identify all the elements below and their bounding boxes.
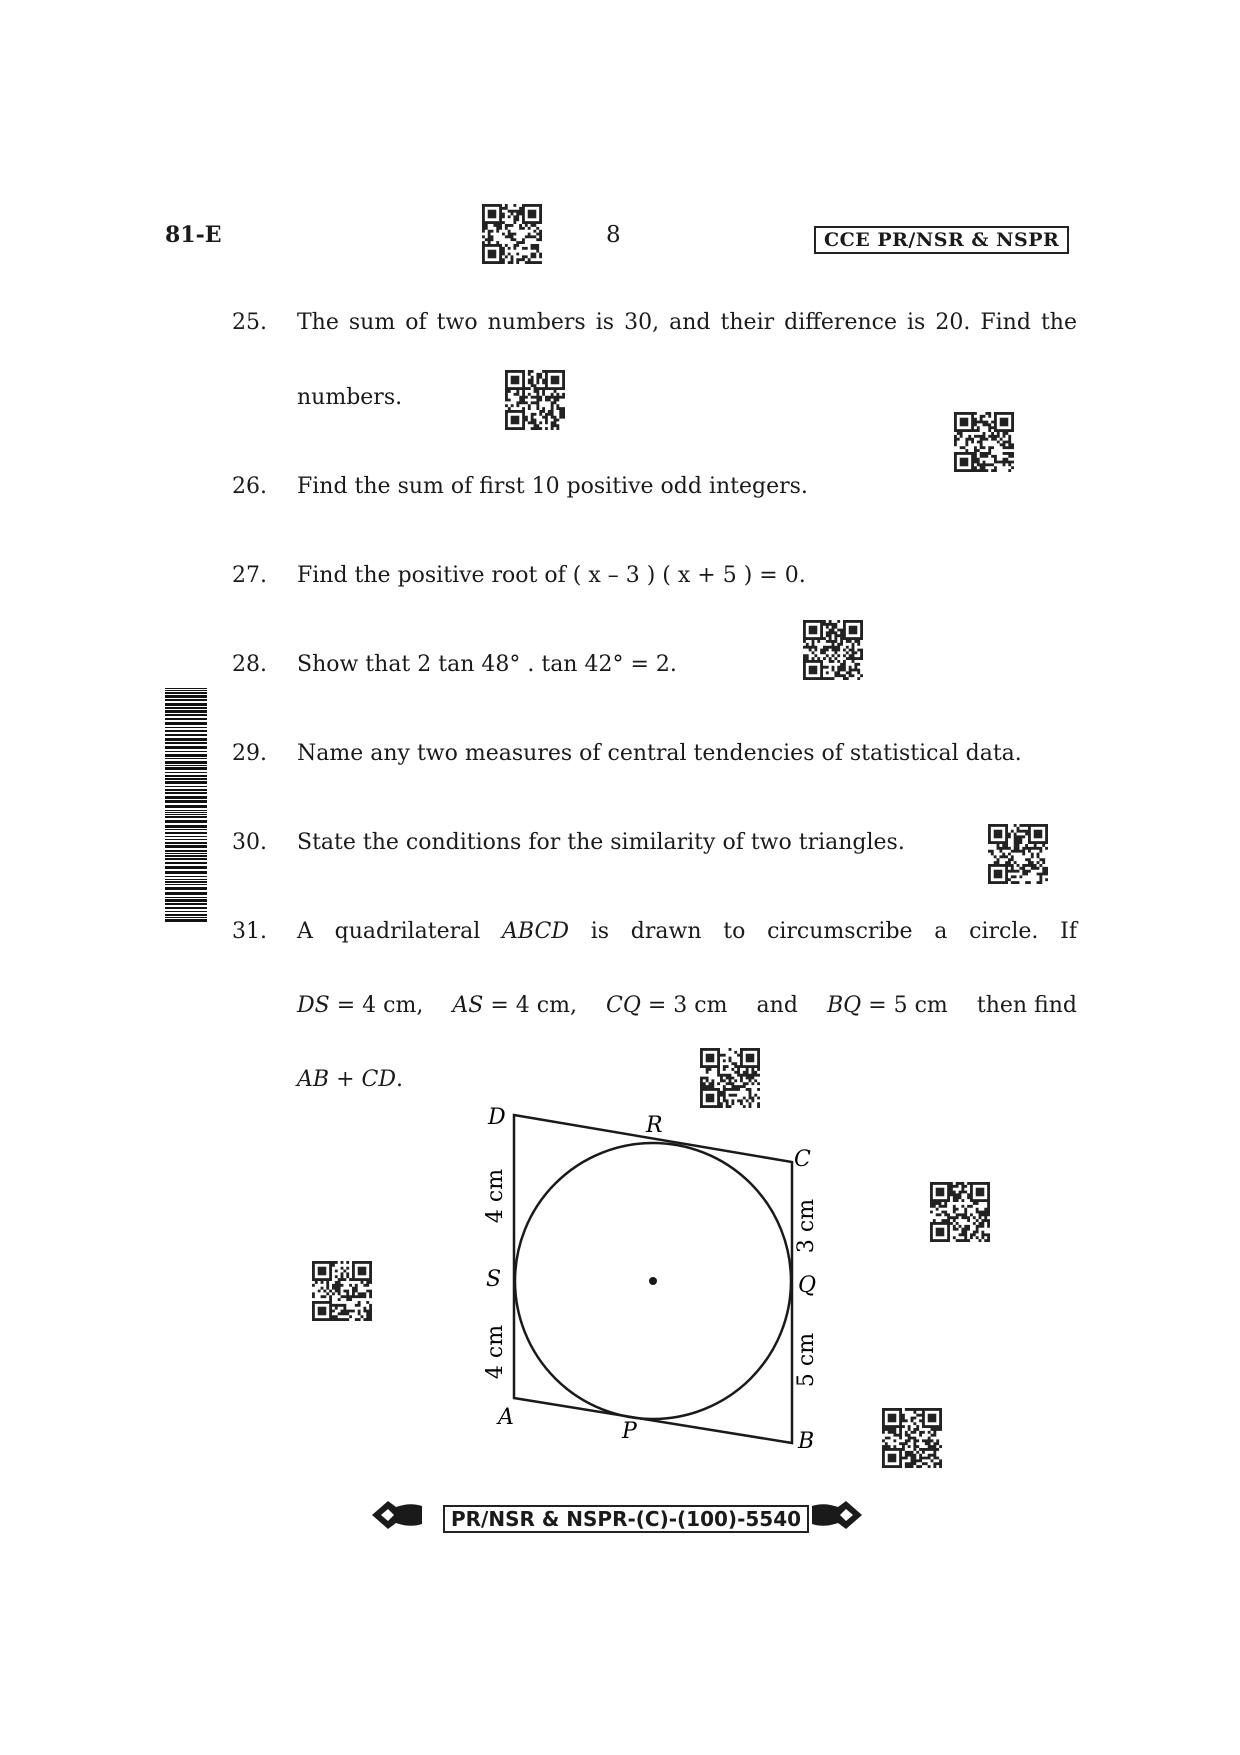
qr-code-icon — [882, 1408, 942, 1468]
question-text: Show that 2 tan 48° . tan 42° = 2. — [297, 652, 677, 677]
word: = 5 cm — [868, 993, 948, 1018]
point-label-p: P — [622, 1419, 637, 1444]
length-label-bq: 5 cm — [794, 1332, 819, 1388]
length-label-as: 4 cm — [483, 1324, 508, 1380]
word: and — [756, 993, 798, 1018]
word: = 4 cm, — [490, 993, 577, 1018]
qr-code-icon — [988, 824, 1048, 884]
word: AS — [452, 993, 484, 1018]
quadrilateral-figure — [470, 1095, 850, 1465]
point-label-s: S — [486, 1267, 502, 1292]
qr-code-icon — [803, 620, 863, 680]
word: ABCD — [502, 919, 569, 944]
word: A — [297, 919, 313, 944]
question-line — [297, 993, 1077, 1018]
word: CD — [361, 1067, 396, 1092]
vertex-label-c: C — [794, 1147, 811, 1172]
question-number: 27. — [232, 563, 267, 588]
question-number: 28. — [232, 652, 267, 677]
word: DS — [297, 993, 330, 1018]
word: is — [590, 919, 610, 944]
qr-code-icon — [312, 1261, 372, 1321]
word: = 4 cm, — [336, 993, 424, 1018]
question-number: 25. — [232, 310, 267, 335]
word: If — [1060, 919, 1077, 944]
word: AB — [297, 1067, 330, 1092]
question-text: State the conditions for the similarity of two triangles. — [297, 830, 905, 855]
word: + — [336, 1067, 355, 1092]
barcode-icon — [165, 688, 207, 928]
word: a — [934, 919, 948, 944]
word: . — [395, 1067, 403, 1092]
qr-code-icon — [930, 1182, 990, 1242]
word: BQ — [826, 993, 862, 1018]
question-text: numbers. — [297, 385, 403, 410]
footer-code-box: PR/NSR & NSPR-(C)-(100)-5540 — [443, 1505, 809, 1533]
word: circle. — [969, 919, 1039, 944]
ornament-left-icon — [370, 1498, 426, 1532]
question-text: Find the positive root of ( x – 3 ) ( x + 5 ) = 0. — [297, 563, 806, 588]
circle-center — [649, 1277, 657, 1285]
exam-title-box: CCE PR/NSR & NSPR — [814, 226, 1069, 254]
qr-code-icon — [954, 412, 1014, 472]
question-number: 29. — [232, 741, 267, 766]
word: quadrilateral — [334, 919, 481, 944]
question-line — [297, 919, 1077, 944]
page-number: 8 — [606, 222, 621, 248]
length-label-cq: 3 cm — [794, 1198, 819, 1254]
vertex-label-b: B — [798, 1429, 815, 1454]
question-number: 26. — [232, 474, 267, 499]
qr-code-icon — [482, 204, 542, 264]
length-label-ds: 4 cm — [483, 1168, 508, 1224]
word: to — [723, 919, 746, 944]
word: circumscribe — [767, 919, 913, 944]
question-number: 30. — [232, 830, 267, 855]
vertex-label-a: A — [498, 1405, 514, 1430]
question-number: 31. — [232, 919, 267, 944]
question-text: Find the sum of first 10 positive odd integers. — [297, 474, 808, 499]
word: then find — [976, 993, 1077, 1018]
question-line — [297, 1067, 1077, 1092]
vertex-label-d: D — [488, 1105, 506, 1130]
question-text: The sum of two numbers is 30, and their difference is 20. Find the — [297, 310, 1077, 335]
word: CQ — [606, 993, 641, 1018]
question-text: Name any two measures of central tendencies of statistical data. — [297, 741, 1022, 766]
ornament-right-icon — [808, 1498, 864, 1532]
paper-code: 81-E — [165, 222, 222, 248]
qr-code-icon — [505, 370, 565, 430]
point-label-q: Q — [798, 1273, 817, 1298]
word: = 3 cm — [647, 993, 728, 1018]
point-label-r: R — [646, 1113, 663, 1138]
word: drawn — [630, 919, 702, 944]
